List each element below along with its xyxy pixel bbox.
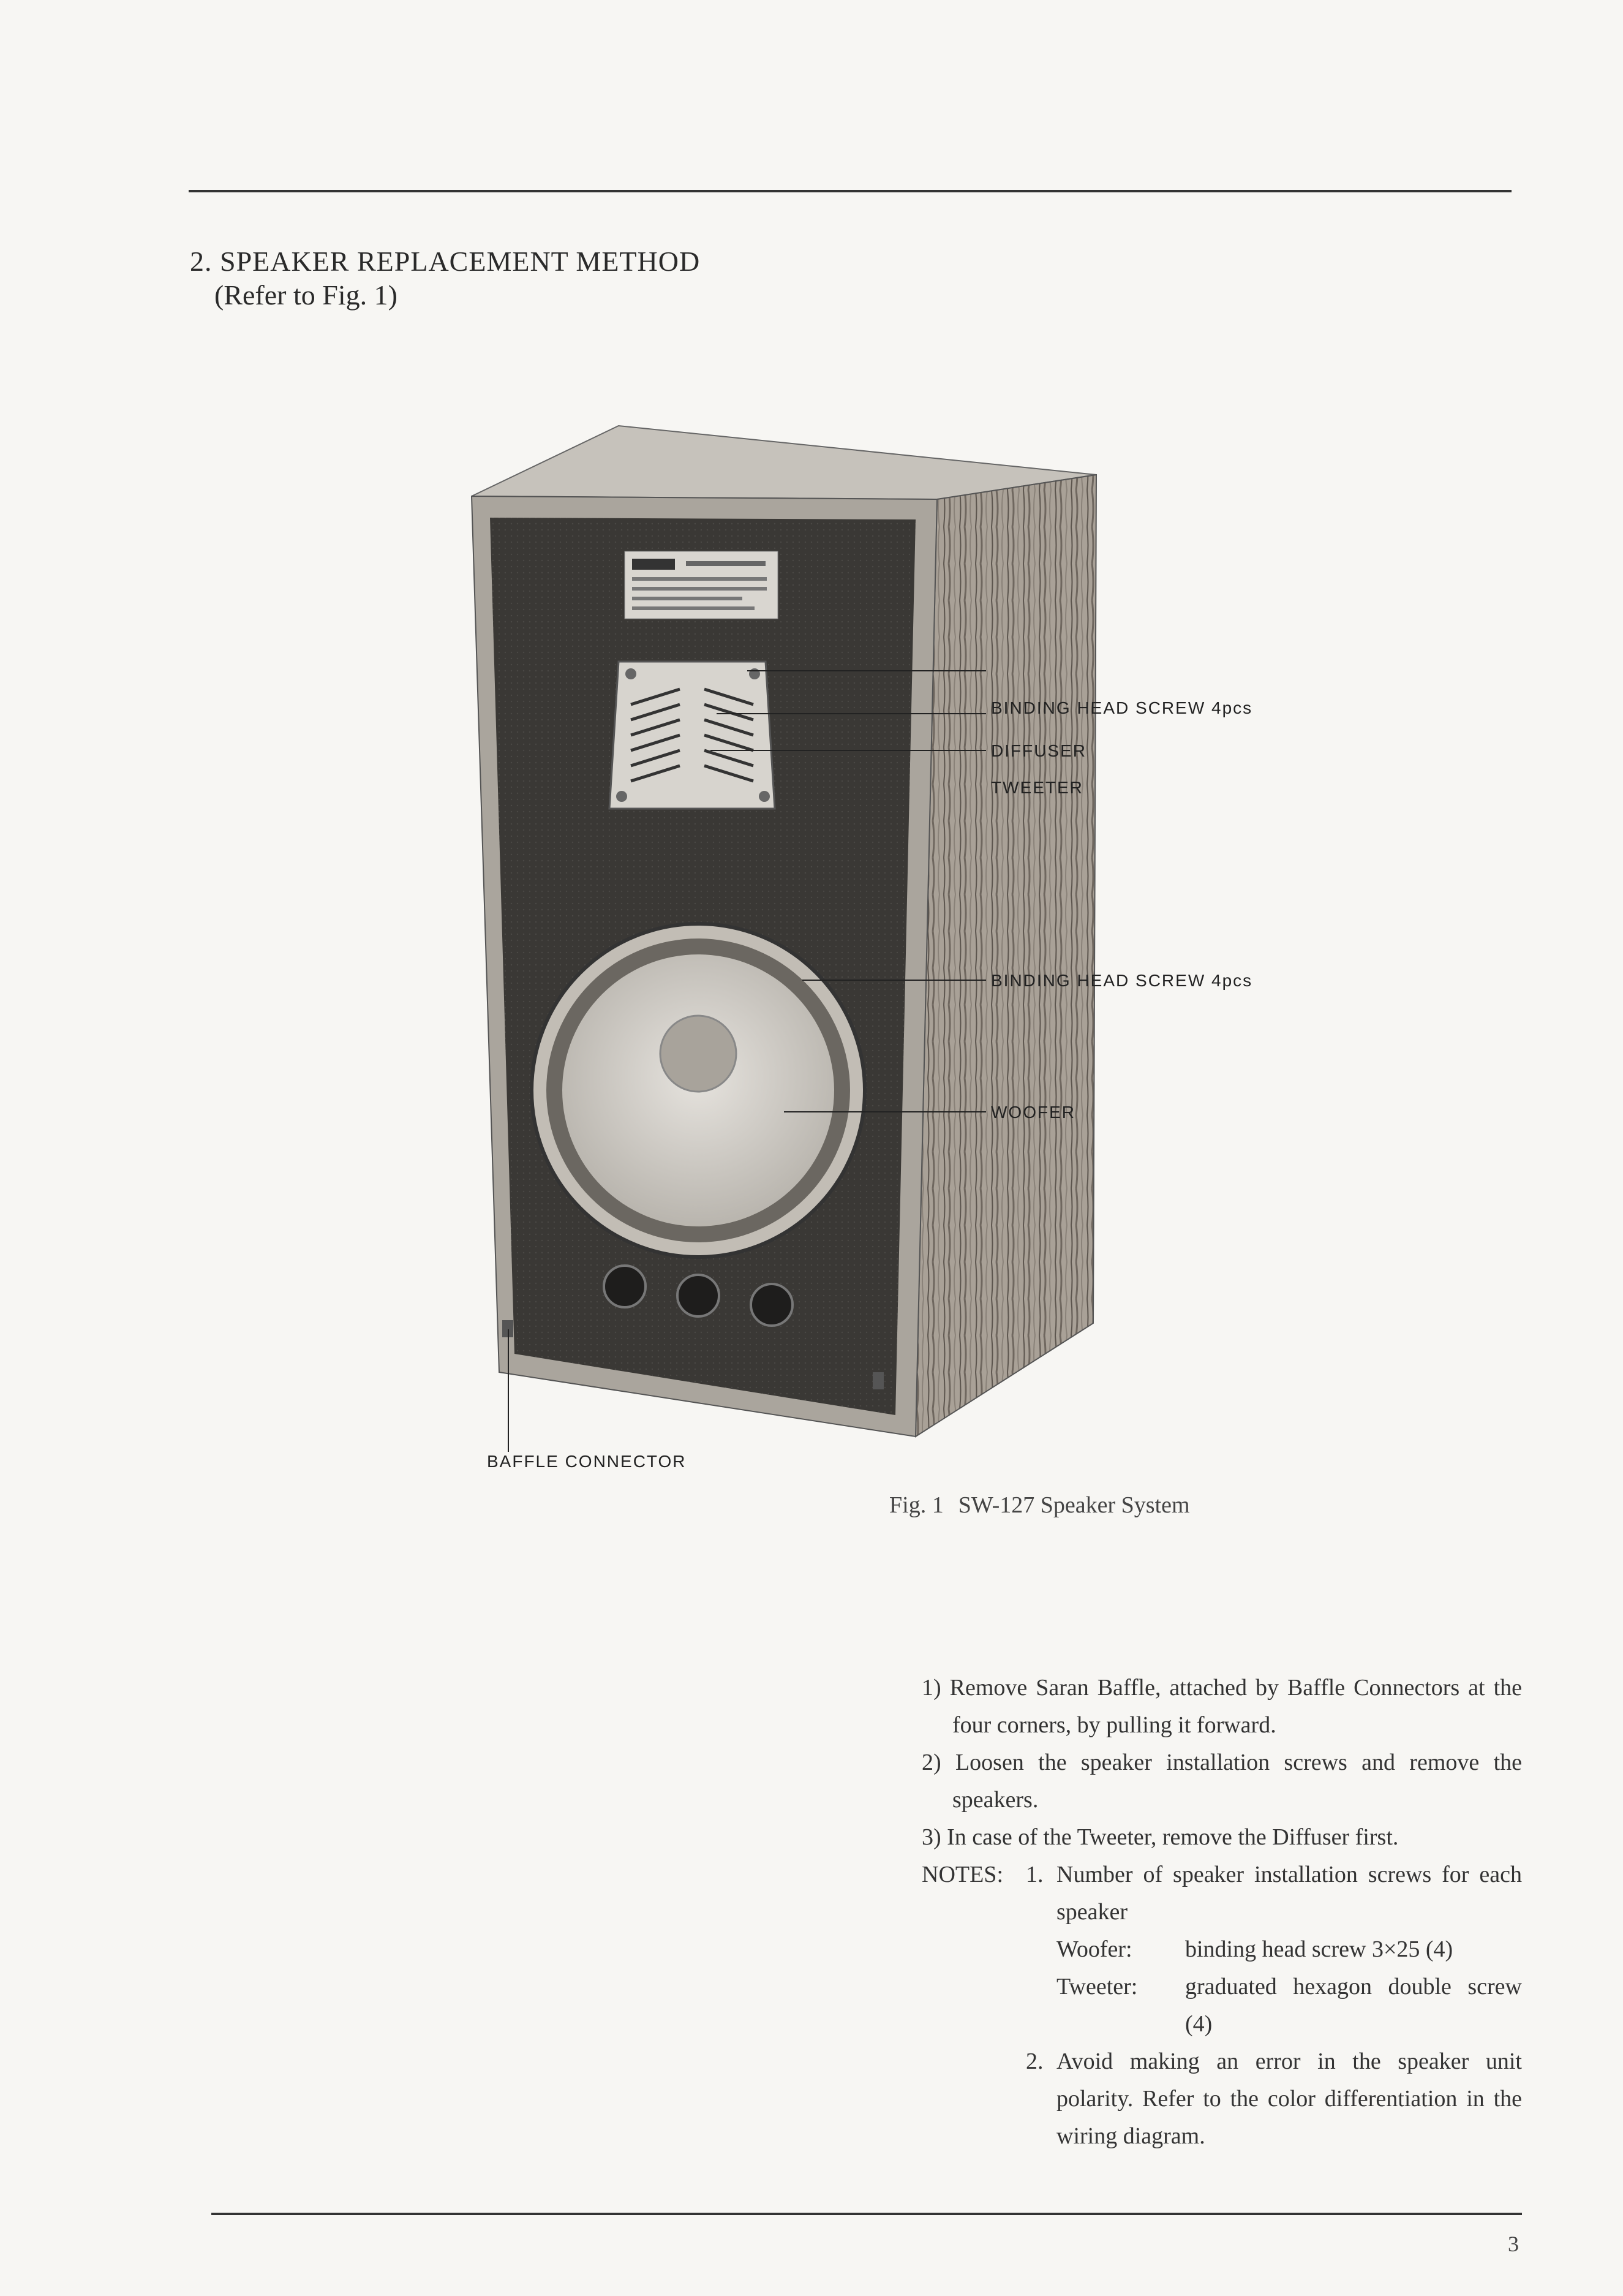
step-3: 3) In case of the Tweeter, remove the Diffuser first.	[922, 1824, 1399, 1850]
section-subtitle: (Refer to Fig. 1)	[214, 279, 397, 311]
baffle-connector-right	[873, 1372, 884, 1389]
note-2	[1026, 2043, 1522, 2155]
port-3	[751, 1284, 793, 1326]
note-1-text: Number of speaker installation screws for each speaker	[1056, 1862, 1522, 1925]
spec-tweeter-label: Tweeter:	[1056, 1974, 1138, 2000]
callout-binding-head-screw-woofer: BINDING HEAD SCREW 4pcs	[991, 971, 1253, 990]
step-2: 2) Loosen the speaker installation screws and remove the speakers.	[922, 1750, 1522, 1813]
page-number: 3	[1508, 2232, 1519, 2256]
top-rule	[189, 190, 1512, 192]
tweeter-diffuser	[609, 662, 775, 809]
callout-woofer: WOOFER	[991, 1103, 1075, 1122]
woofer-driver	[532, 924, 865, 1257]
step-1: 1) Remove Saran Baffle, attached by Baffle Connectors at the four corners, by pulling it forward.	[922, 1675, 1522, 1738]
figure-caption-text: SW-127 Speaker System	[958, 1492, 1190, 1518]
cabinet-top	[472, 426, 1096, 499]
cabinet-side	[916, 475, 1096, 1437]
spec-tweeter	[1056, 1968, 1522, 2043]
note-1-number: 1.	[1026, 1862, 1044, 1887]
callout-binding-head-screw-top: BINDING HEAD SCREW 4pcs	[991, 698, 1253, 717]
spec-woofer-label: Woofer:	[1056, 1936, 1132, 1962]
akai-nameplate	[625, 551, 778, 619]
note-2-number: 2.	[1026, 2049, 1044, 2074]
figure-caption-number: Fig. 1	[889, 1492, 944, 1518]
note-1	[1026, 1856, 1522, 2043]
speaker-figure	[453, 417, 1311, 1495]
bottom-rule	[211, 2213, 1522, 2215]
port-2	[677, 1275, 719, 1316]
notes-label: NOTES:	[922, 1862, 1003, 1887]
spec-woofer	[1056, 1931, 1522, 1968]
spec-woofer-value: binding head screw 3×25 (4)	[1185, 1936, 1453, 1962]
port-1	[604, 1266, 646, 1307]
spec-tweeter-value: graduated hexagon double screw (4)	[1185, 1974, 1522, 2037]
note-2-text: Avoid making an error in the speaker unit polarity. Refer to the color differentiation in the wiring diagram.	[1056, 2049, 1522, 2149]
section-title: 2. SPEAKER REPLACEMENT METHOD	[190, 246, 701, 277]
instructions	[922, 1669, 1522, 2155]
callout-baffle-connector: BAFFLE CONNECTOR	[487, 1452, 687, 1471]
callout-diffuser: DIFFUSER	[991, 741, 1086, 760]
callout-tweeter: TWEETER	[991, 778, 1083, 797]
notes-block	[922, 1856, 1522, 2155]
figure-caption	[889, 1492, 1205, 1519]
